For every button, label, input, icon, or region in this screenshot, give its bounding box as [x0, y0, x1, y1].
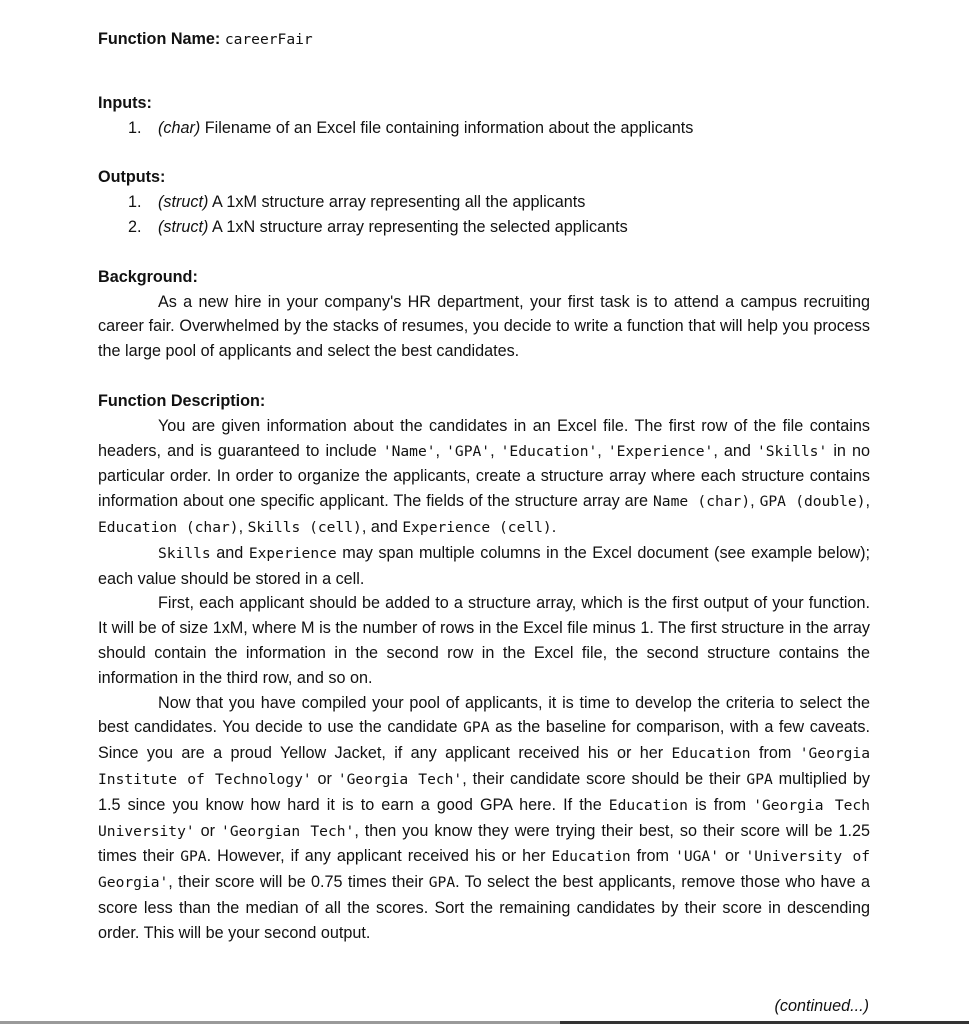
continued-note: (continued...): [774, 997, 869, 1015]
description-paragraph-4: Now that you have compiled your pool of applicants, it is time to develop the criteria to select the best candidates. You decide to use the candidate GPA as the baseline for comparison, with a few caveats. Since you are a proud Yellow Jacket, if any applicant received his or her Education from 'Georgia Institute of Technology' or 'Georgia Tech', their candidate score should be their GPA multiplied by 1.5 since you know how hard it is to earn a good GPA here. If the Education is from 'Georgia Tech University' or 'Georgian Tech', then you know they were trying their best, so their score will be 1.25 times their GPA. However, if any applicant received his or her Education from 'UGA' or 'University of Georgia', their score will be 0.75 times their GPA. To select the best applicants, remove those who have a score less than the median of all the scores. Sort the remaining candidates by their score in descending order. This will be your second output.: [98, 693, 871, 942]
function-name-value: careerFair: [224, 31, 313, 48]
background-section: [98, 265, 870, 364]
description-paragraph-2: Skills and Experience may span multiple columns in the Excel document (see example below); each value should be stored in a cell.: [98, 543, 870, 588]
background-heading: Background:: [98, 267, 198, 286]
list-item: 1. (struct) A 1xM structure array representing all the applicants: [128, 193, 586, 212]
inputs-heading: Inputs:: [98, 93, 152, 112]
list-item: 1. (char) Filename of an Excel file containing information about the applicants: [128, 118, 694, 137]
outputs-section: [98, 165, 870, 239]
list-item: 2. (struct) A 1xN structure array representing the selected applicants: [128, 217, 628, 236]
inputs-list: [98, 116, 870, 141]
inputs-section: [98, 91, 870, 141]
outputs-list: [98, 190, 870, 240]
outputs-heading: Outputs:: [98, 168, 166, 187]
description-paragraph-1: You are given information about the candidates in an Excel file. The first row of the file contains headers, and is guaranteed to include 'Name', 'GPA', 'Education', 'Experience', and 'Skills' in no particular order. In order to organize the applicants, create a structure array where each structure contains information about one specific applicant. The fields of the structure array are Name (char), GPA (double), Education (char), Skills (cell), and Experience (cell).: [98, 416, 871, 536]
function-name-label: Function Name:: [98, 30, 221, 48]
description-section: [98, 389, 870, 946]
description-heading: Function Description:: [98, 391, 266, 410]
background-paragraph: As a new hire in your company's HR department, your first task is to attend a campus recruiting career fair. Overwhelmed by the stacks of resumes, you decide to write a function that will help you process the large pool of applicants and select the best candidates.: [98, 292, 870, 361]
description-paragraph-3: First, each applicant should be added to a structure array, which is the first output of your function. It will be of size 1xM, where M is the number of rows in the Excel file minus 1. The first structure in the array should contain the information in the second row in the Excel file, the second structure contains the information in the third row, and so on.: [98, 594, 870, 687]
function-name-line: [98, 27, 870, 53]
document-page: [98, 27, 870, 946]
